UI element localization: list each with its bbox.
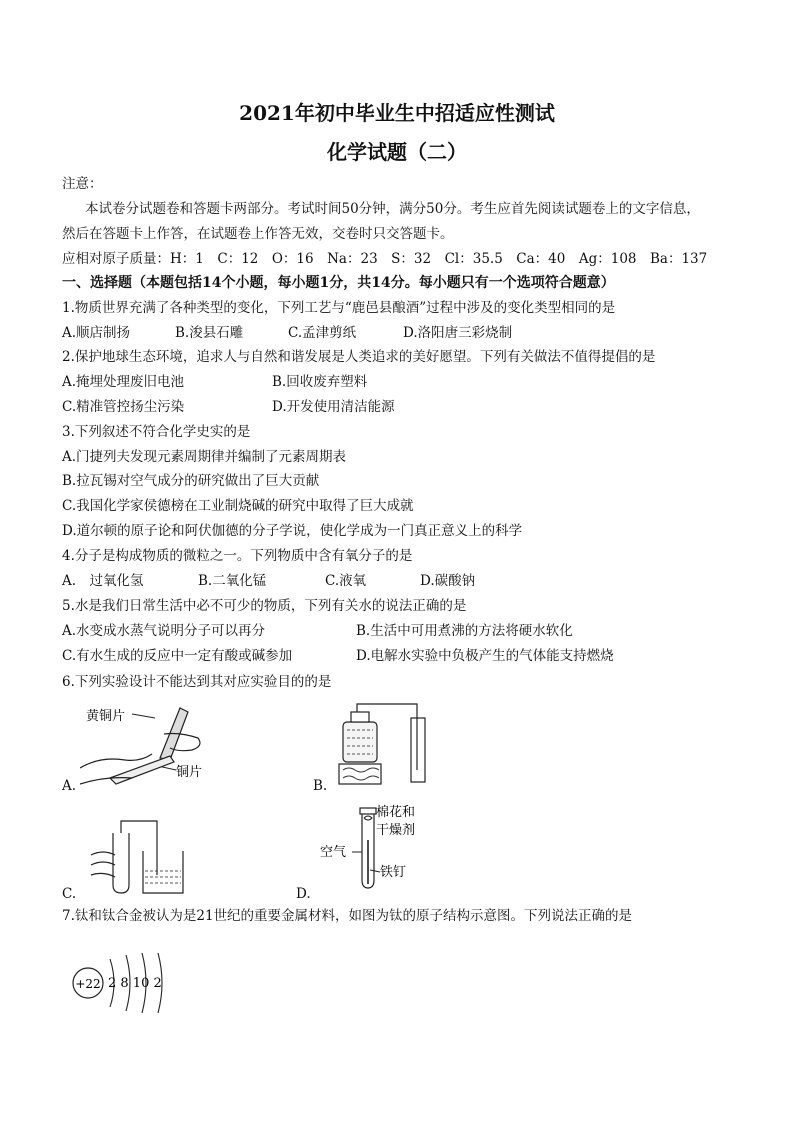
fig-c-water [145,871,181,883]
fig-b-stopper [351,712,369,722]
q2-option-c: C.精准管控扬尘污染 [62,399,185,415]
q1-option-c: C.孟津剪纸 [288,325,357,341]
electron-counts: 2 8 10 2 [108,976,162,991]
fig-c-test-tube [113,833,129,893]
q4-option-c: C.液氧 [325,573,367,589]
q5-option-b: B.生活中可用煮沸的方法将硬水软化 [356,623,573,639]
q6-option-d: D. [296,886,311,902]
q4-option-d: D.碳酸钠 [420,573,476,589]
q4-option-b: B.二氧化锰 [198,573,267,589]
q1-option-d: D.洛阳唐三彩烧制 [403,325,513,341]
fig-a-label-brass: 黄铜片 [86,709,126,724]
fig-a-pointer-1 [132,714,155,718]
exam-title: 2021年初中毕业生中招适应性测试 [239,101,555,125]
q5-option-d: D.电解水实验中负极产生的气体能支持燃烧 [356,648,614,664]
q4-stem: 4.分子是构成物质的微粒之一。下列物质中含有氧分子的是 [62,548,413,564]
fig-a-label-copper: 铜片 [176,765,203,780]
q4-option-a: A. 过氧化氢 [62,573,144,589]
fig-c-airtightness-check [85,815,195,897]
q7-stem: 7.钛和钛合金被认为是21世纪的重要金属材料，如图为钛的原子结构示意图。下列说法正确的是 [62,908,633,924]
fig-b-bottle [343,722,377,762]
fig-d-stopper [360,808,376,814]
nucleus-charge: +22 [75,977,101,991]
atomic-mass: 应相对原子质量：H：1 C：12 O：16 Na：23 S：32 Cl：35.5 Ca：40 Ag：108 Ba：137 [62,251,708,267]
q3-option-b: B.拉瓦锡对空气成分的研究做出了巨大贡献 [62,473,320,489]
fig-a-brass-copper-scratch [80,698,210,788]
fig-a-copper-plate [110,756,174,784]
section-1-heading: 一、选择题（本题包括14个小题，每小题1分，共14分。每小题只有一个选项符合题意） [62,275,615,291]
fig-c-beaker [143,851,183,893]
fig-q7-titanium-atom-structure [68,945,188,1025]
exam-subtitle: 化学试题（二） [327,140,467,164]
q6-option-c: C. [62,886,77,902]
q5-stem: 5.水是我们日常生活中必不可少的物质，下列有关水的说法正确的是 [62,598,467,614]
notice-line-2: 然后在答题卡上作答，在试题卷上作答无效，交卷时只交答题卡。 [62,226,454,242]
q1-option-b: B.浚县石雕 [175,325,244,341]
q3-option-c: C.我国化学家侯德榜在工业制烧碱的研究中取得了巨大成就 [62,498,414,514]
fig-d-cotton [364,816,372,820]
fig-c-delivery-tube [121,821,157,875]
q2-option-a: A.掩埋处理废旧电池 [62,374,185,390]
q3-option-d: D.道尔顿的原子论和阿伏伽德的分子学说，使化学成为一门真正意义上的科学 [62,523,523,539]
q2-stem: 2.保护地球生态环境，追求人与自然和谐发展是人类追求的美好愿望。下列有关做法不值得提倡的是 [62,349,656,365]
q5-option-c: C.有水生成的反应中一定有酸或碱参加 [62,648,293,664]
notice-label: 注意： [62,176,103,192]
q6-option-a: A. [62,778,77,794]
fig-d-pointer-nail [370,870,380,872]
fig-d-iron-nail-rust [318,800,468,892]
fig-c-hand [91,852,115,877]
fig-b-bottle-cylinder [335,700,445,790]
q6-stem: 6.下列实验设计不能达到其对应实验目的的是 [62,674,332,690]
q1-stem: 1.物质世界充满了各种类型的变化，下列工艺与“鹿邑县酿酒”过程中涉及的变化类型相同的是 [62,300,616,316]
q6-option-b: B. [313,778,328,794]
fig-d-label-desiccant: 干燥剂 [376,823,416,838]
q2-option-d: D.开发使用清洁能源 [272,399,395,415]
fig-d-label-air: 空气 [320,845,347,860]
fig-d-label-cotton: 棉花和 [376,805,416,820]
q3-option-a: A.门捷列夫发现元素周期律并编制了元素周期表 [62,449,347,465]
fig-b-block [339,764,381,784]
q5-option-a: A.水变成水蒸气说明分子可以再分 [62,623,266,639]
fig-b-cylinder [411,718,425,782]
q1-option-a: A.顺店制扬 [62,325,131,341]
notice-line-1: 本试卷分试题卷和答题卡两部分。考试时间50分钟，满分50分。考生应首先阅读试题卷上的文字信息， [85,201,700,217]
q3-stem: 3.下列叙述不符合化学史实的是 [62,424,251,440]
q2-option-b: B.回收废弃塑料 [272,374,368,390]
fig-d-label-nail: 铁钉 [380,865,407,880]
